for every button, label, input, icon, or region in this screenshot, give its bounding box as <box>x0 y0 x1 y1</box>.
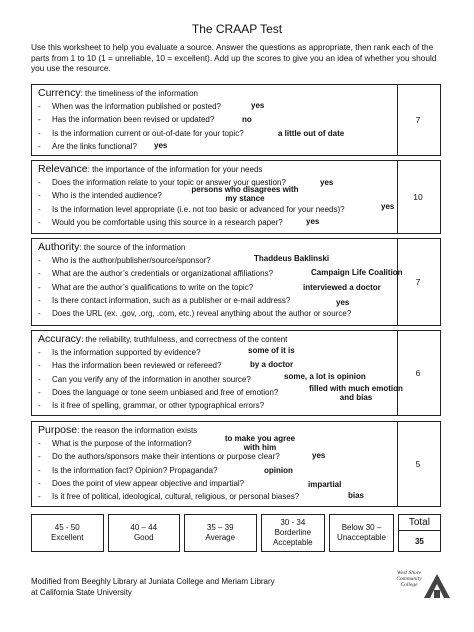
answer: interviewed a doctor <box>303 282 381 292</box>
scale-excellent: 45 - 50 Excellent <box>31 514 104 552</box>
section-relevance <box>31 160 441 234</box>
question: - Can you verify any of the information in another source? some, a lot is opinion <box>38 371 366 384</box>
section-desc: : the source of the information <box>79 243 186 252</box>
page-title: The CRAAP Test <box>191 22 283 36</box>
intro-text: Use this worksheet to help you evaluate a source. Answer the questions as appropriate, then rank each of the parts from 1 to 10 (1 = unreliable, 10 = excellent). Add up the scores to give you an idea of whether you should you use the resource. <box>31 42 437 74</box>
scoring-scale <box>31 514 441 552</box>
question: - Has the information been revised or updated? no <box>38 115 252 125</box>
answer: persons who disagrees with my stance <box>191 185 299 204</box>
question: - Is the information current or out-of-date for your topic? a little out of date <box>38 128 345 138</box>
total-label: Total <box>408 517 430 528</box>
answer: bias <box>348 491 365 501</box>
section-authority <box>31 238 441 326</box>
answer: some of it is <box>248 346 295 355</box>
scale-good: 40 – 44 Good <box>108 514 181 552</box>
question: - Is the information supported by evidence? some of it is <box>38 346 295 357</box>
question: - Does the language or tone seem unbiased and free of emotion? filled with much emotion and bias <box>38 386 391 399</box>
question: - Does the information relate to your topic or answer your question? yes <box>38 178 334 187</box>
question: - Is the information fact? Opinion? Propaganda? opinion <box>38 465 293 475</box>
answer: no <box>242 115 252 125</box>
question: - What is the purpose of the information? to make you agree with him <box>38 437 391 450</box>
answer: opinion <box>264 465 293 475</box>
question: - Who is the author/publisher/source/sponsor? Thaddeus Baklinski <box>38 254 330 265</box>
answer: a little out of date <box>278 128 345 138</box>
section-currency <box>31 84 441 156</box>
logo-mark-icon <box>424 572 450 598</box>
section-purpose <box>31 421 441 507</box>
answer: some, a lot is opinion <box>284 371 366 381</box>
section-desc: : the timeliness of the information <box>80 89 198 98</box>
section-desc: : the reliability, truthfulness, and correctness of the content <box>81 335 288 344</box>
question: - Has the information been reviewed or refereed? by a doctor <box>38 360 294 371</box>
scale-average: 35 – 39 Average <box>184 514 257 552</box>
answer: to make you agree with him <box>224 434 296 452</box>
footer-credit: Modified from Beeghly Library at Juniata College and Meriam Library at California State University <box>31 577 275 597</box>
answer: yes <box>154 140 168 150</box>
section-score: 6 <box>415 368 421 378</box>
answer: yes <box>336 297 350 307</box>
question: - Does the URL (ex. .gov, .org, .com, etc.) reveal anything about the author or source? <box>38 309 352 319</box>
section-accuracy <box>31 330 441 416</box>
section-name: Currency <box>38 87 81 99</box>
answer: Thaddeus Baklinski <box>254 254 330 263</box>
question: - Would you be comfortable using this source in a research paper? yes <box>38 216 320 227</box>
total-box <box>398 514 441 552</box>
question: - Is the information level appropriate (i.e. not too basic or advanced for your needs)? yes <box>38 201 395 214</box>
college-logo <box>394 570 450 600</box>
scale-unacceptable: Below 30 – Unacceptable <box>329 514 394 552</box>
answer: yes <box>306 216 320 226</box>
question: - Are the links functional? yes <box>38 140 168 151</box>
section-score: 7 <box>415 115 421 125</box>
section-score: 10 <box>413 192 423 202</box>
question: - When was the information published or posted? yes <box>38 101 265 111</box>
question: - Is it free of political, ideological, cultural, religious, or personal biases? bias <box>38 491 365 502</box>
scale-borderline: 30 - 34 Borderline Acceptable <box>261 514 326 552</box>
section-score: 7 <box>415 277 421 287</box>
question: - Do the authors/sponsors make their intentions or purpose clear? yes <box>38 451 326 462</box>
question: - Does the point of view appear objective and impartial? impartial <box>38 478 342 489</box>
question: - Is there contact information, such as a publisher or e-mail address? yes <box>38 295 350 307</box>
total-value: 35 <box>414 537 424 546</box>
section-name: Relevance <box>38 163 88 175</box>
section-name: Accuracy <box>38 333 82 345</box>
question: - Who is the intended audience? persons who disagrees with my stance <box>38 189 391 202</box>
answer: yes <box>312 451 326 461</box>
section-score: 5 <box>415 459 421 469</box>
section-desc: : the reason the information exists <box>77 426 198 435</box>
answer: yes <box>320 178 334 187</box>
answer: yes <box>381 201 395 211</box>
answer: impartial <box>308 479 342 489</box>
section-name: Authority <box>38 241 80 253</box>
question: - What are the author’s qualifications to write on the topic? interviewed a doctor <box>38 282 381 292</box>
section-name: Purpose <box>38 424 78 436</box>
logo-text: West Shore Community College <box>396 570 422 589</box>
answer: Campaign Life Coalition <box>311 268 403 278</box>
answer: by a doctor <box>250 360 294 370</box>
section-desc: : the importance of the information for your needs <box>87 165 263 174</box>
question: - What are the author’s credentials or organizational affiliations? Campaign Life Coalition <box>38 268 403 279</box>
answer: filled with much emotion and bias <box>309 383 403 402</box>
question: - Is it free of spelling, grammar, or other typographical errors? <box>38 401 265 411</box>
answer: yes <box>251 101 265 110</box>
